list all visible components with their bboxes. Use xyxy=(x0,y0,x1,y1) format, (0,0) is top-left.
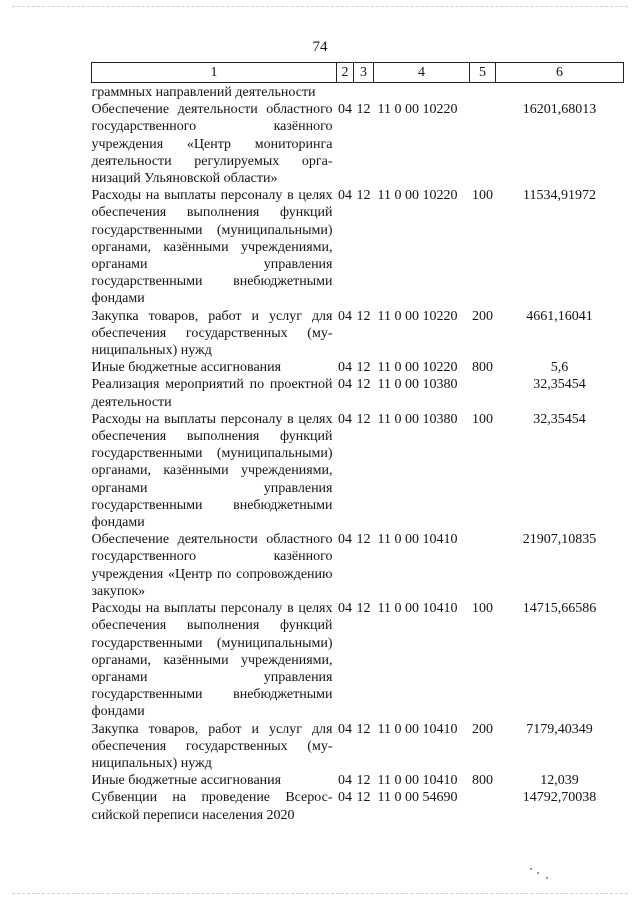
row-amount: 14715,66586 xyxy=(522,601,597,617)
header-col-1: 1 xyxy=(92,63,337,83)
header-col-3: 3 xyxy=(354,63,374,83)
row-expense-type: 800 xyxy=(472,773,493,789)
header-col-5: 5 xyxy=(470,63,496,83)
row-amount: 21907,10835 xyxy=(522,532,597,548)
row-target-item: 11 0 00 10220 xyxy=(377,188,458,204)
row-description: Иные бюджетные ассигнования xyxy=(91,773,282,789)
row-subsection-code: 12 xyxy=(356,308,371,324)
row-amount: 11534,91972 xyxy=(523,188,596,204)
scan-speck xyxy=(530,868,532,870)
row-expense-type xyxy=(470,789,496,823)
row-subsection-code: 12 xyxy=(356,532,371,548)
row-section-code: 04 xyxy=(338,532,352,548)
row-expense-type: 100 xyxy=(472,411,493,427)
header-col-2: 2 xyxy=(337,63,354,83)
row-amount: 12,039 xyxy=(540,773,579,789)
table-row xyxy=(92,789,624,823)
row-target-item: 11 0 00 10220 xyxy=(377,308,458,324)
row-target-item: 11 0 00 10410 xyxy=(377,721,458,737)
row-subsection-code: 12 xyxy=(356,188,371,204)
table-row xyxy=(92,376,624,410)
row-amount: 32,35454 xyxy=(533,377,586,393)
row-target-item: 11 0 00 10380 xyxy=(377,411,458,427)
row-target-item: 11 0 00 10410 xyxy=(377,773,458,789)
row-description: Обеспечение деятельности областного государственного казённого учреждения «Центр мониторинга деятельности регулируемых организаций Ульяновской области» xyxy=(91,102,333,187)
table-row xyxy=(92,101,624,187)
table-row xyxy=(92,600,624,720)
table-row xyxy=(92,411,624,531)
row-description: Расходы на выплаты персоналу в целях обеспечения выполнения функций государственными (муниципальными) органами, казёнными учреждениями, органами управления государственными внебюджетными фондами xyxy=(91,188,333,307)
budget-table xyxy=(91,62,624,824)
table-row xyxy=(92,531,624,600)
row-expense-type xyxy=(470,101,496,187)
row-amount: 5,6 xyxy=(550,360,569,376)
row-subsection-code: 12 xyxy=(356,411,371,427)
header-col-6: 6 xyxy=(496,63,624,83)
header-col-4: 4 xyxy=(374,63,470,83)
table-header-row xyxy=(92,63,624,83)
row-section-code: 04 xyxy=(338,308,352,324)
row-expense-type: 200 xyxy=(472,308,493,324)
row-section-code: 04 xyxy=(338,790,352,806)
row-description: Обеспечение деятельности областного государственного казённого учреждения «Центр по сопровождению закупок» xyxy=(91,532,333,599)
row-expense-type xyxy=(470,531,496,600)
table-row xyxy=(92,772,624,789)
table-row xyxy=(92,308,624,360)
row-description: Реализация мероприятий по проектной деятельности xyxy=(91,377,333,410)
row-subsection-code xyxy=(354,83,374,102)
row-subsection-code: 12 xyxy=(356,360,371,376)
row-expense-type xyxy=(470,83,496,102)
row-amount: 32,35454 xyxy=(533,411,586,427)
page-number: 74 xyxy=(312,39,328,55)
row-description: Расходы на выплаты персоналу в целях обеспечения выполнения функций государственными (муниципальными) органами, казёнными учреждениями, органами управления государственными внебюджетными фондами xyxy=(91,601,333,720)
row-expense-type: 200 xyxy=(472,721,493,737)
row-section-code: 04 xyxy=(338,377,352,393)
row-subsection-code: 12 xyxy=(356,102,371,118)
scan-speck xyxy=(537,872,539,874)
row-subsection-code: 12 xyxy=(356,773,371,789)
row-description: Расходы на выплаты персоналу в целях обеспечения выполнения функций государственными (муниципальными) органами, казёнными учреждениями, органами управления государственными внебюджетными фондами xyxy=(91,411,333,531)
row-target-item xyxy=(374,83,470,102)
row-subsection-code: 12 xyxy=(356,601,371,617)
scan-edge-bottom xyxy=(12,893,628,894)
row-expense-type: 100 xyxy=(472,601,493,617)
row-amount: 7179,40349 xyxy=(526,721,593,737)
row-target-item: 11 0 00 10220 xyxy=(377,360,458,376)
row-target-item: 11 0 00 10380 xyxy=(377,377,458,393)
row-section-code: 04 xyxy=(338,773,352,789)
row-target-item: 11 0 00 54690 xyxy=(377,790,458,806)
row-section-code: 04 xyxy=(338,721,352,737)
row-subsection-code: 12 xyxy=(356,790,371,806)
row-section-code: 04 xyxy=(338,188,352,204)
row-amount: 14792,70038 xyxy=(522,790,597,806)
row-description: граммных направлений деятельности xyxy=(91,85,316,100)
table-row xyxy=(92,359,624,376)
row-description: Закупка товаров, работ и услуг для обеспечения государственных (муниципальных) нужд xyxy=(91,308,333,359)
row-target-item: 11 0 00 10220 xyxy=(377,102,458,118)
table-row xyxy=(92,187,624,307)
row-description: Закупка товаров, работ и услуг для обеспечения государственных (муниципальных) нужд xyxy=(91,721,333,771)
row-expense-type xyxy=(470,376,496,410)
row-amount: 4661,16041 xyxy=(526,308,593,324)
scan-speck xyxy=(546,877,548,879)
table-body xyxy=(92,83,624,824)
row-section-code xyxy=(337,83,354,102)
row-target-item: 11 0 00 10410 xyxy=(377,601,458,617)
row-expense-type: 800 xyxy=(472,360,493,376)
scan-edge-top xyxy=(12,6,628,7)
row-description: Иные бюджетные ассигнования xyxy=(91,360,282,376)
row-expense-type: 100 xyxy=(472,188,493,204)
row-subsection-code: 12 xyxy=(356,377,371,393)
table-row xyxy=(92,721,624,773)
row-section-code: 04 xyxy=(338,360,352,376)
row-amount: 16201,68013 xyxy=(522,102,597,118)
row-section-code: 04 xyxy=(338,102,352,118)
table-row xyxy=(92,83,624,102)
row-section-code: 04 xyxy=(338,601,352,617)
row-subsection-code: 12 xyxy=(356,721,371,737)
row-description: Субвенции на проведение Всероссийской переписи населения 2020 xyxy=(91,790,333,823)
row-amount xyxy=(496,83,624,102)
row-target-item: 11 0 00 10410 xyxy=(377,532,458,548)
row-section-code: 04 xyxy=(338,411,352,427)
